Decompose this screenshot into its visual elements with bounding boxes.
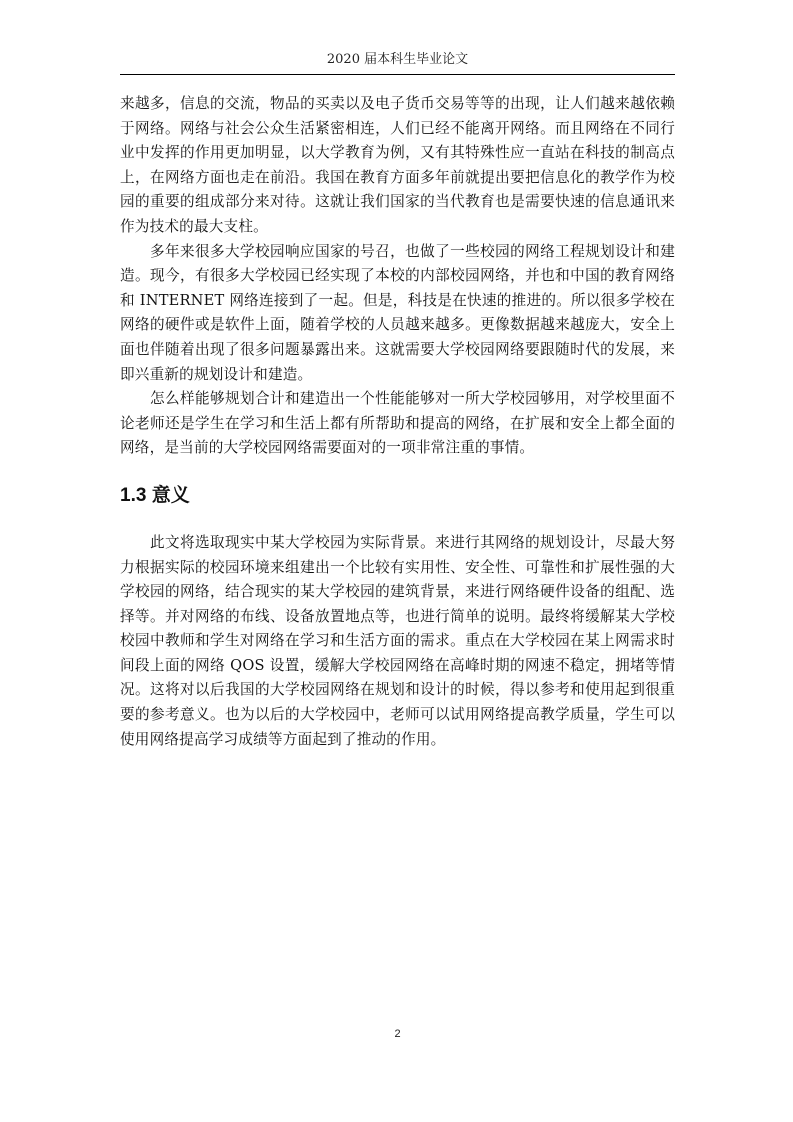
body-paragraph-2: 多年来很多大学校园响应国家的号召，也做了一些校园的网络工程规划设计和建造。现今，有很多大学校园已经实现了本校的内部校园网络，并也和中国的教育网络和 INTERNET 网络连接到了一起。但是，科技是在快速的推进的。所以很多学校在网络的硬件或是软件上面，随着学校的人员越来越多。更像数据越来越庞大，安全上面也伴随着出现了很多问题暴露出来。这就需要大学校园网络要跟随时代的发展，来即兴重新的规划设计和建造。 bbox=[120, 242, 675, 383]
header-divider bbox=[120, 74, 675, 75]
running-header: 2020 届本科生毕业论文 bbox=[326, 52, 469, 67]
document-body bbox=[120, 92, 675, 752]
page-number: 2 bbox=[394, 1028, 401, 1040]
body-paragraph-3: 怎么样能够规划合计和建造出一个性能能够对一所大学校园够用，对学校里面不论老师还是学生在学习和生活上都有所帮助和提高的网络，在扩展和安全上都全面的网络，是当前的大学校园网络需要面对的一项非常注重的事情。 bbox=[120, 390, 675, 457]
section-heading: 1.3 意义 bbox=[120, 484, 190, 506]
section-paragraph-1: 此文将选取现实中某大学校园为实际背景。来进行其网络的规划设计，尽最大努力根据实际的校园环境来组建出一个比较有实用性、安全性、可靠性和扩展性强的大学校园的网络，结合现实的某大学校园的建筑背景，来进行网络硬件设备的组配、选择等。并对网络的布线、设备放置地点等，也进行简单的说明。最终将缓解某大学校校园中教师和学生对网络在学习和生活方面的需求。重点在大学校园在某上网需求时间段上面的网络 QOS 设置，缓解大学校园网络在高峰时期的网速不稳定，拥堵等情况。这将对以后我国的大学校园网络在规划和设计的时候，得以参考和使用起到很重要的参考意义。也为以后的大学校园中，老师可以试用网络提高教学质量，学生可以使用网络提高学习成绩等方面起到了推动的作用。 bbox=[120, 533, 675, 748]
body-paragraph-1: 来越多，信息的交流，物品的买卖以及电子货币交易等等的出现，让人们越来越依赖于网络。网络与社会公众生活紧密相连，人们已经不能离开网络。而且网络在不同行业中发挥的作用更加明显，以大学教育为例，又有其特殊性应一直站在科技的制高点上，在网络方面也走在前沿。我国在教育方面多年前就提出要把信息化的教学作为校园的重要的组成部分来对待。这就让我们国家的当代教育也是需要快速的信息通讯来作为技术的最大支柱。 bbox=[120, 95, 675, 235]
